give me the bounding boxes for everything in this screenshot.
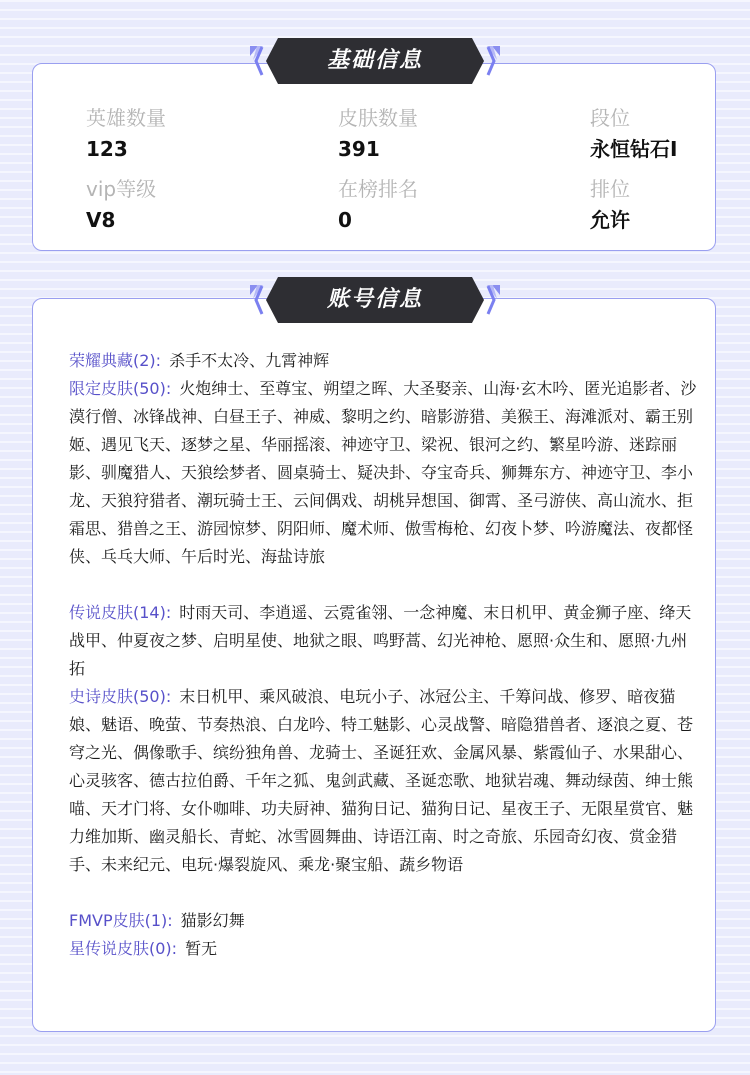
section-label: FMVP皮肤(1):: [69, 911, 173, 930]
section-label: 传说皮肤(14):: [69, 603, 172, 622]
stat-label: vip等级: [86, 177, 157, 201]
section-legend-skins: [69, 599, 699, 683]
stat-rank-tier: [590, 104, 677, 163]
section-items: 末日机甲、乘风破浪、电玩小子、冰冠公主、千筹问战、修罗、暗夜猫娘、魅语、晚萤、节奏热浪、白龙吟、特工魅影、心灵战警、暗隐猎兽者、逐浪之夏、苍穹之光、偶像歌手、缤纷独角兽、龙骑士、圣诞狂欢、金属风暴、紫霞仙子、水果甜心、心灵骇客、德古拉伯爵、千年之狐、鬼剑武藏、圣诞恋歌、地狱岩魂、舞动绿茵、绅士熊喵、天才门将、女仆咖啡、功夫厨神、猫狗日记、猫狗日记、星夜王子、无限星赏官、魅力维加斯、幽灵船长、青蛇、冰雪圆舞曲、诗语江南、时之奇旅、乐园奇幻夜、赏金猎手、未来纪元、电玩·爆裂旋风、乘龙·聚宝船、蔬乡物语: [69, 687, 694, 874]
account-info-title: 账号信息: [326, 287, 423, 312]
stat-hero-count: [86, 104, 166, 163]
account-info-card: [32, 298, 716, 1032]
section-star-legend-skins: [69, 935, 699, 963]
basic-info-title: 基础信息: [326, 48, 423, 73]
section-honor-collection: [69, 347, 699, 375]
section-label: 星传说皮肤(0):: [69, 939, 178, 958]
stat-label: 段位: [590, 106, 630, 130]
section-label: 史诗皮肤(50):: [69, 687, 172, 706]
stat-value: 123: [86, 137, 128, 161]
section-fmvp-skins: [69, 907, 699, 935]
skin-list: [69, 347, 699, 963]
section-items: 火炮绅士、至尊宝、朔望之晖、大圣娶亲、山海·玄木吟、匿光追影者、沙漠行僧、冰锋战神、白昼王子、神威、黎明之约、暗影游猎、美猴王、海滩派对、霸王别姬、遇见飞天、逐梦之星、华丽摇滚、神迹守卫、梁祝、银河之约、繁星吟游、迷踪丽影、驯魔猎人、天狼绘梦者、圆桌骑士、疑决卦、夺宝奇兵、狮舞东方、神迹守卫、李小龙、天狼狩猎者、潮玩骑士王、云间偶戏、胡桃异想国、御霄、圣弓游侠、高山流水、拒霜思、猎兽之王、游园惊梦、阴阳师、魔术师、傲雪梅枪、幻夜卜梦、吟游魔法、夜都怪侠、乓乓大师、午后时光、海盐诗旅: [69, 379, 697, 566]
basic-info-banner: [248, 38, 502, 84]
stat-value: 0: [338, 208, 352, 232]
stat-value: 永恒钻石I: [590, 137, 678, 161]
section-label: 荣耀典藏(2):: [69, 351, 162, 370]
stat-value: V8: [86, 208, 116, 232]
stat-ranked-allowed: [590, 175, 630, 234]
stat-leaderboard-rank: [338, 175, 418, 234]
stat-label: 在榜排名: [338, 177, 418, 201]
section-items: 暂无: [185, 939, 218, 958]
stat-value: 391: [338, 137, 380, 161]
stat-skin-count: [338, 104, 418, 163]
stat-value: 允许: [590, 208, 630, 232]
stat-label: 英雄数量: [86, 106, 166, 130]
section-items: 猫影幻舞: [180, 911, 245, 930]
stat-label: 皮肤数量: [338, 106, 418, 130]
section-items: 时雨天司、李逍遥、云霓雀翎、一念神魔、末日机甲、黄金狮子座、绛天战甲、仲夏夜之梦、启明星使、地狱之眼、鸣野蒿、幻光神枪、愿照·众生和、愿照·九州拓: [69, 603, 692, 678]
basic-info-card: [32, 63, 716, 251]
stat-vip-level: [86, 175, 156, 234]
spacer: [69, 571, 699, 599]
stat-label: 排位: [590, 177, 630, 201]
account-info-banner: [248, 277, 502, 323]
section-limited-skins: [69, 375, 699, 571]
spacer: [69, 879, 699, 907]
section-epic-skins: [69, 683, 699, 879]
section-label: 限定皮肤(50):: [69, 379, 172, 398]
section-items: 杀手不太冷、九霄神辉: [169, 351, 330, 370]
